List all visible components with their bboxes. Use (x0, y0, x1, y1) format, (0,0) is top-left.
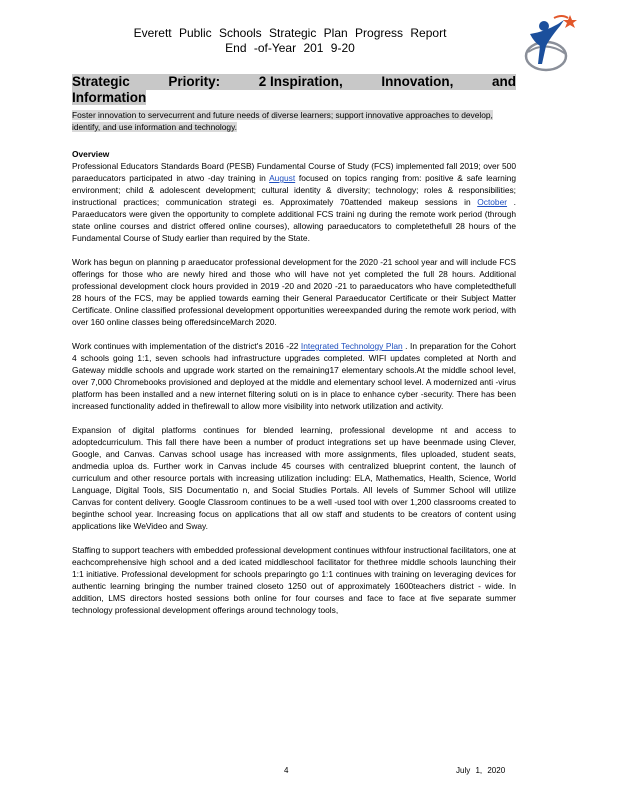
paragraph-staffing: Staffing to support teachers with embedded professional development continues withfour instructional facilitators, one at eachcomprehensive high school and a ded icated middleschool facilitator for thethree middle schools launching their 1:1 initiative. Professional development for schools preparingto go 1:1 continues with training on leveraging devices for authentic learning bringing the number trained closeto 1250 out of approximately 1600teachers district - wide. In addition, LMS directors hosted sessions both online for four courses and face to face at five separate summer technology professional development offerings around technology tools, (72, 545, 516, 615)
paragraph-paraeducator-training: Professional Educators Standards Board (PESB) Fundamental Course of Study (FCS) implemented fall 2019; over 500 paraeducators participated in atwo -day training in August focused on topics ranging from: positive & safe learning environment; child & adolescent development; cultural identity & diversity; technology; roles & responsibilities; instructional practices; communication strategi es. Approximately 70attended makeup sessions in October . Paraeducators were given the opportunity to complete additional FCS traini ng during the remote work period (through state online courses and district offered online courses), allowing paraeducators to completethefull 28 hours of the Fundamental Course of Study earlier than required by the State. (72, 161, 517, 243)
priority-line-1: Strategic Priority: 2 Inspiration, Innovation, and (72, 74, 516, 89)
link-august[interactable]: August (269, 173, 296, 183)
paragraph-technology-plan: Work continues with implementation of the district's 2016 -22 Integrated Technology Plan . In preparation for the Cohort 4 schools going 1:1, seven schools had infrastructure upgrades completed. WIFI updates completed at North and Gateway middle schools and upgrade work started on the remaining17 elementary schools.At the middle school level, over 7,000 Chromebooks provisioned and deployed at the middle and elementary school level. A modernized anti -virus platform has been installed and a new internet filtering soluti on is in place to enhance cyber -security. There has been increased functionality added in thefirewall to allow more visibility into network utilization and activity. (72, 341, 516, 411)
report-subtitle: End -of-Year 201 9-20 (225, 41, 355, 55)
paragraph-professional-development: Work has begun on planning p araeducator professional development for the 2020 -21 school year and will include FCS offerings for those who are newly hired and those who will have not yet completed the full 28 hours. Additional professional development clock hours provided in 2019 -20 and 2020 -21 to paraeducators who have completedthefull 28 hours of the FCS, may be applied towards earning their General Paraeducator Certificate or their Subject Matter Certificate. Online classified professional development opportunities wereexpanded during the remote work period, with over 160 online classes being offeredsinceMarch 2020. (72, 257, 516, 327)
priority-goal-statement: Foster innovation to servecurrent and future needs of diverse learners; support innovative approaches to develop, identify, and use information and technology. (72, 110, 493, 132)
paragraph-digital-platforms: Expansion of digital platforms continues for blended learning, professional developme nt and access to adoptedcurriculum. This fall there have been a number of product integrations set up have beenmade using Clever, Google, and Canvas. Canvas school usage has increased with more assignments, files uploaded, student seats, andmedia uploa ds. Further work in Canvas include 45 courses with centralized blueprint content, the launch of curriculum and other resource portals with increasing utilization including: ELA, Mathematics, Health, Science, World Language, Digital Tools, SIS Documentatio n, and Social Studies Portals. All levels of Summer School will utilize Canvas for content delivery. Google Classroom continues to be a well -used tool with over 1,200 classrooms created to beginthe school year. Increasing focus on applications that all ow staff and students to be creators of content using applications like WeVideo and Sway. (72, 425, 516, 531)
page-number: 4 (284, 766, 289, 775)
priority-line-2: Information (72, 90, 147, 105)
link-integrated-technology-plan[interactable]: Integrated Technology Plan (300, 341, 403, 351)
overview-section (72, 148, 516, 628)
link-october[interactable]: October (477, 197, 508, 207)
footer-date: July 1, 2020 (456, 766, 506, 775)
strategic-priority-heading (72, 74, 516, 106)
overview-heading: Overview (72, 149, 110, 159)
report-title: Everett Public Schools Strategic Plan Progress Report (133, 26, 447, 40)
person-reaching-for-star-logo (520, 12, 584, 76)
report-header (100, 26, 480, 56)
